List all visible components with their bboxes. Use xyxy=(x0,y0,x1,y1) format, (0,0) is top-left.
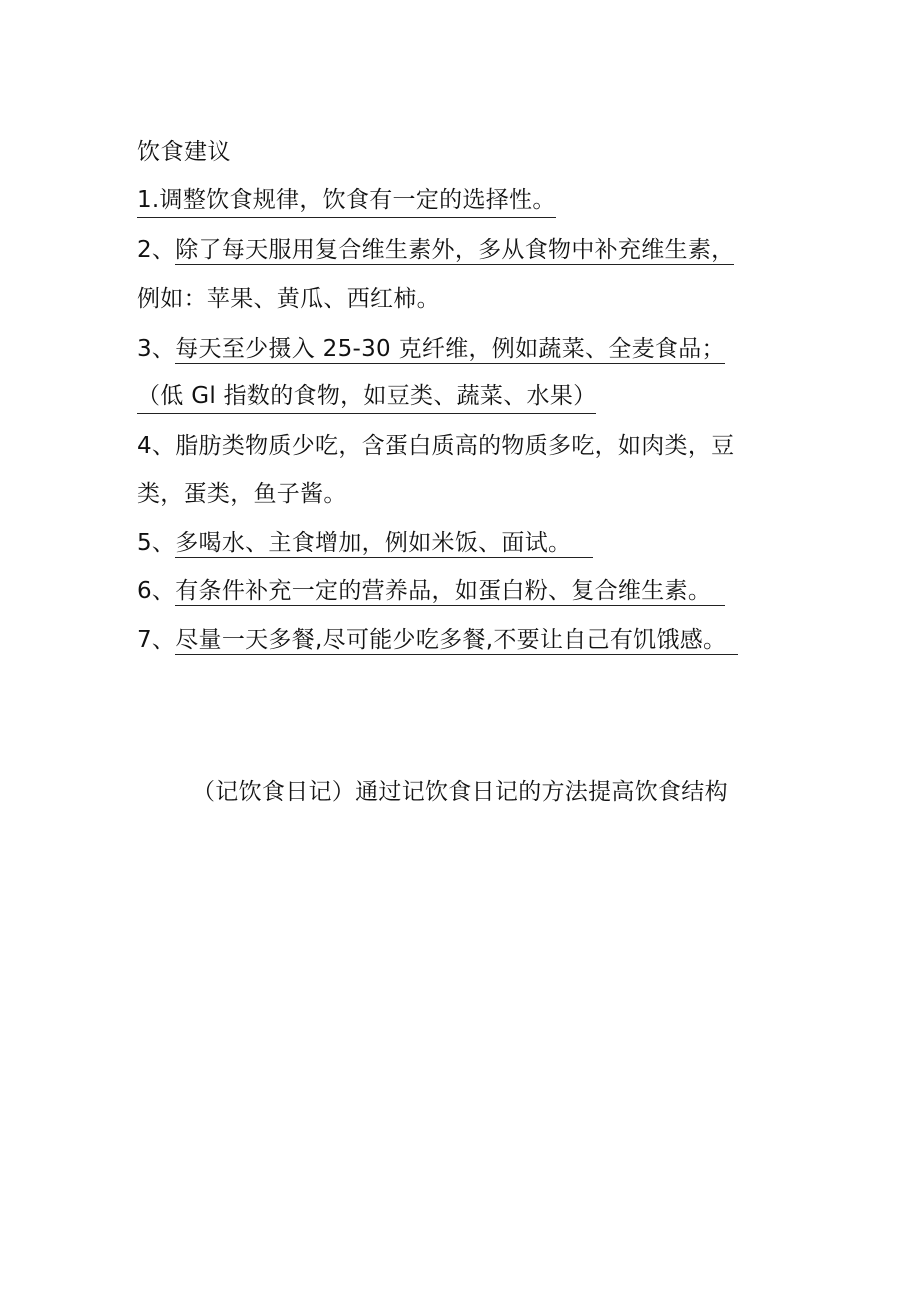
item-text: 每天至少摄入 25-30 克纤维，例如蔬菜、全麦食品； xyxy=(175,336,725,362)
list-item-2 xyxy=(137,234,734,266)
list-item-5 xyxy=(137,527,593,559)
item-number: 6、 xyxy=(137,578,176,604)
item-continuation-text: （低 Gl 指数的食物，如豆类、蔬菜、水果） xyxy=(137,383,597,409)
list-item-3 xyxy=(137,333,725,365)
item-number: 7、 xyxy=(137,627,176,653)
item-number: 2、 xyxy=(137,237,176,263)
item-number: 1. xyxy=(137,187,160,213)
item-text: 调整饮食规律，饮食有一定的选择性。 xyxy=(159,187,556,213)
list-item-4-continuation xyxy=(137,478,347,510)
item-text: 脂肪类物质少吃，含蛋白质高的物质多吃，如肉类，豆 xyxy=(175,433,735,459)
item-number: 3、 xyxy=(137,336,176,362)
document-heading: 饮食建议 xyxy=(137,139,231,165)
list-item-3-continuation xyxy=(137,380,596,414)
item-text: 除了每天服用复合维生素外，多从食物中补充维生素， xyxy=(175,237,735,263)
list-item-1 xyxy=(137,184,556,218)
list-item-7 xyxy=(137,624,738,656)
item-text: 尽量一天多餐,尽可能少吃多餐,不要让自己有饥饿感。 xyxy=(175,627,738,655)
list-item-2-continuation xyxy=(137,283,440,315)
item-continuation-text: 例如：苹果、黄瓜、西红柿。 xyxy=(137,286,440,312)
item-continuation-text: 类，蛋类，鱼子酱。 xyxy=(137,481,347,507)
diary-note: （记饮食日记）通过记饮食日记的方法提高饮食结构 xyxy=(192,779,728,805)
item-text: 有条件补充一定的营养品，如蛋白粉、复合维生素。 xyxy=(175,578,725,606)
item-text: 多喝水、主食增加，例如米饭、面试。 xyxy=(175,530,593,558)
list-item-6 xyxy=(137,575,725,607)
item-number: 4、 xyxy=(137,433,176,459)
list-item-4 xyxy=(137,430,734,462)
item-number: 5、 xyxy=(137,530,176,556)
